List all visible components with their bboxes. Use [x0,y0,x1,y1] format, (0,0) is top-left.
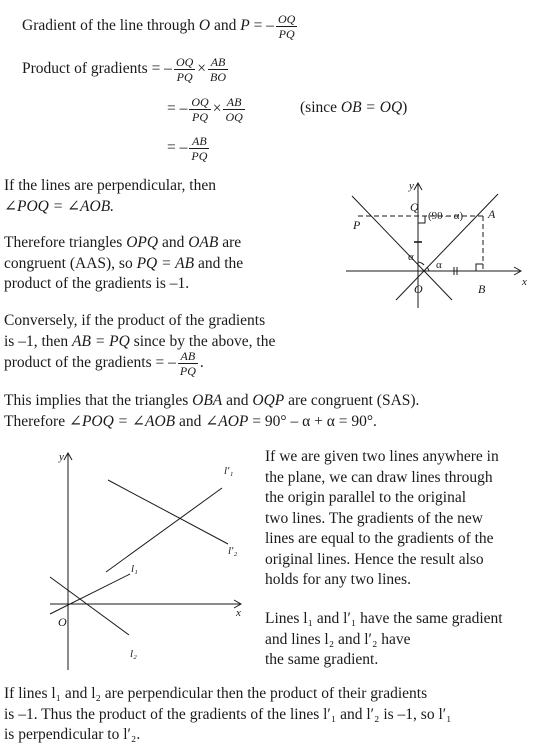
product-of-gradients-equation: Product of gradients = – $\frac{OQ}{PQ}$ × $\frac{AB}{BO}$ [22,55,227,84]
angle-arc-2 [427,267,429,271]
point-b-label: B [478,282,486,296]
same-gradient-paragraph: Lines l₁ and l′₁ have the same gradient and lines l₂ and l′₂ have the same gradient. [265,610,503,668]
alpha-label-2: α [436,259,442,271]
line-l2-prime [108,480,228,544]
fraction: $\frac{OQ}{PQ}$ [191,95,209,124]
fraction: $\frac{AB}{PQ}$ [179,349,196,378]
fraction: $\frac{OQ}{PQ}$ [277,12,296,41]
alpha-label-1: α [408,251,414,263]
line-l1 [50,574,130,614]
point-p-label: P [353,218,361,232]
fraction: $\frac{OQ}{PQ}$ [175,55,194,84]
fraction: $\frac{AB}{PQ}$ [191,134,208,163]
l2-prime-label: l′₂ [228,545,238,557]
point-a-label: A [488,207,496,221]
gradient-op-equation: Gradient of the line through O and P = – $\frac{OQ}{PQ}$ [22,12,296,41]
product-result-equation: = – $\frac{AB}{PQ}$ [167,134,208,163]
fraction: $\frac{AB}{BO}$ [210,55,227,84]
y-axis-label: y [59,451,64,463]
origin-label: O [58,615,67,629]
product-substitution-equation: = – $\frac{OQ}{PQ}$ × $\frac{AB}{OQ}$ [167,95,243,124]
congruence-paragraph: Therefore triangles OPQ and OAB are congruent (AAS), so PQ = AB and the product of the gradients is –1. [4,234,244,292]
l1-label: l₁ [131,563,138,575]
x-axis-label: x [236,607,241,619]
since-note: (since OB = OQ) [300,99,408,116]
right-angle-q [418,216,425,223]
y-axis-label: y [409,180,414,192]
l2-label: l₂ [130,648,137,660]
converse-paragraph: Conversely, if the product of the gradients is –1, then AB = PQ since by the above, the product of the gradients = – $\frac{AB}{PQ}$ . [4,312,276,378]
right-angle-b [476,264,483,271]
l1-prime-label: l′₁ [224,465,234,477]
perpendicular-condition-paragraph: If the lines are perpendicular, then ∠POQ = ∠AOB. [4,177,216,215]
sas-paragraph: This implies that the triangles OBA and OQP are congruent (SAS). Therefore ∠POQ = ∠AOB and ∠AOP = 90° – α + α = 90°. [4,392,420,430]
angle-arc-1 [418,262,424,265]
perpendicular-lines-diagram [338,178,538,318]
x-axis-label: x [522,276,527,288]
angle-label-90-alpha: (90 – α) [428,210,464,222]
fraction: $\frac{AB}{OQ}$ [225,95,243,124]
parallel-lines-diagram [48,450,253,675]
line-l1-prime [106,488,222,572]
conclusion-paragraph: If lines l₁ and l₂ are perpendicular then the product of their gradients is –1. Thus the product of the gradients of the lines l′₁ and l′₂ is –1, so l′₁ is perpendicular to l′₂. [4,685,452,743]
general-lines-paragraph: If we are given two lines anywhere in the plane, we can draw lines through the origin parallel to the original two lines. The gradients of the new lines are equal to the gradients of the original lines. Hence the result also holds for any two lines. [265,448,499,588]
point-q-label: Q [410,200,419,214]
origin-label: O [414,282,423,296]
